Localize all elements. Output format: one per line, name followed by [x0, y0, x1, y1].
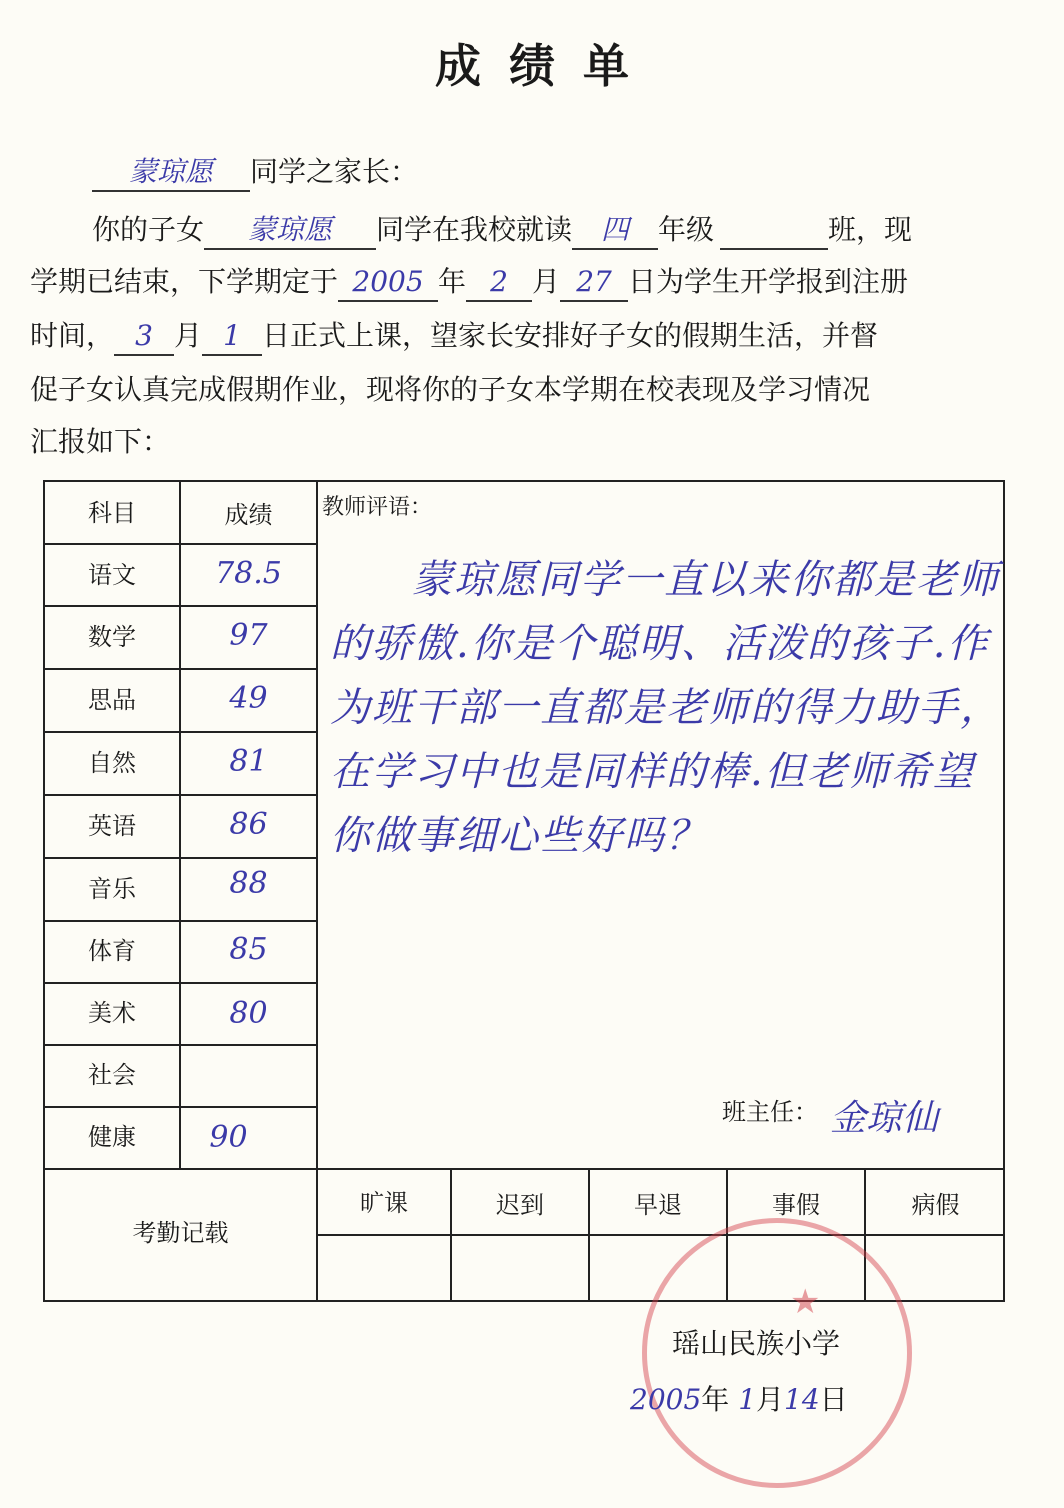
body-line-4: 促子女认真完成假期作业，现将你的子女本学期在校表现及学习情况: [30, 373, 871, 406]
table-row-line: [43, 605, 316, 607]
body-text: 班，现: [828, 213, 913, 246]
attendance-col-late: 迟到: [496, 1191, 544, 1219]
subject-label: 美术: [88, 999, 136, 1027]
class-number-blank: [720, 248, 828, 250]
school-name: 瑶山民族小学: [672, 1327, 841, 1360]
attendance-col-absent: 旷课: [360, 1189, 408, 1217]
score-value: 49: [229, 681, 268, 716]
body-text: 同学在我校就读: [376, 213, 573, 246]
attendance-col-early-leave: 早退: [634, 1191, 682, 1219]
attendance-col-personal-leave: 事假: [772, 1191, 820, 1219]
score-value: 80: [229, 996, 268, 1031]
body-line-2: [30, 262, 1040, 302]
subject-label: 英语: [88, 812, 136, 840]
subject-header: 科目: [88, 499, 136, 527]
subject-label: 音乐: [88, 875, 136, 903]
table-row-line: [43, 668, 316, 670]
score-value: 88: [229, 866, 268, 901]
subject-label: 社会: [88, 1061, 136, 1089]
body-line-1: [92, 210, 1032, 250]
register-day: 27: [560, 264, 628, 302]
table-row-line: [43, 1168, 1005, 1170]
table-row-line: [43, 731, 316, 733]
teacher-comment-handwritten: 蒙琼愿同学一直以来你都是老师的骄傲.你是个聪明、活泼的孩子.作为班干部一直都是老师的得力助手，在学习中也是同样的棒.但老师希望你做事细心些好吗？: [330, 557, 1002, 859]
body-text: 年级: [658, 213, 715, 246]
issue-day: 14: [784, 1383, 820, 1416]
body-line-5: 汇报如下：: [30, 425, 171, 458]
table-row-line: [43, 920, 316, 922]
student-name-handwritten: 蒙琼愿: [92, 154, 250, 192]
body-text: 日正式上课，望家长安排好子女的假期生活，并督: [262, 319, 879, 352]
student-name-inline: 蒙琼愿: [204, 212, 376, 250]
table-row-line: [43, 543, 316, 545]
register-year: 2005: [338, 264, 438, 302]
attendance-label: 考勤记载: [132, 1219, 229, 1247]
seal-star-icon: ★: [790, 1282, 821, 1322]
homeroom-teacher-label: 班主任：: [722, 1098, 818, 1126]
score-value: 85: [229, 932, 268, 967]
body-text: 你的子女: [92, 213, 205, 246]
body-line-3: [30, 316, 1040, 356]
issue-year: 2005: [630, 1383, 702, 1416]
issue-month-suffix: 月: [756, 1383, 785, 1416]
body-text: 时间，: [30, 319, 115, 352]
grade-value: 四: [572, 212, 658, 250]
score-value: 78.5: [215, 556, 282, 591]
class-start-month: 3: [114, 318, 174, 356]
issue-month: 1: [738, 1383, 757, 1416]
class-start-day: 1: [202, 318, 262, 356]
body-text: 月: [174, 319, 203, 352]
table-row-line: [43, 1044, 316, 1046]
table-divider: [316, 480, 318, 1302]
subject-label: 语文: [88, 561, 136, 589]
homeroom-teacher-signature: 金琼仙: [830, 1098, 939, 1139]
score-value: 81: [229, 744, 268, 779]
issue-date: [630, 1378, 848, 1418]
table-row-line: [43, 982, 316, 984]
parent-greeting-suffix: 同学之家长：: [250, 155, 419, 188]
subject-label: 思品: [88, 686, 136, 714]
register-month: 2: [466, 264, 532, 302]
table-row-line: [43, 1106, 316, 1108]
page-title: 成绩单: [435, 39, 657, 93]
subject-label: 体育: [88, 937, 136, 965]
parent-greeting-line: [92, 152, 1064, 192]
body-text: 年: [438, 265, 467, 298]
table-row-line: [316, 1234, 1005, 1236]
teacher-comment-label: 教师评语：: [322, 495, 433, 520]
subject-label: 健康: [88, 1123, 136, 1151]
issue-day-suffix: 日: [819, 1383, 848, 1416]
body-text: 日为学生开学报到注册: [628, 265, 909, 298]
subject-label: 自然: [88, 749, 136, 777]
body-text: 月: [532, 265, 561, 298]
score-value: 97: [229, 618, 268, 653]
table-row-line: [43, 794, 316, 796]
body-text: 学期已结束，下学期定于: [30, 265, 339, 298]
issue-year-suffix: 年: [701, 1383, 730, 1416]
attendance-col-sick-leave: 病假: [911, 1191, 960, 1219]
subject-label: 数学: [88, 623, 136, 651]
score-value: 86: [229, 807, 268, 842]
table-row-line: [43, 857, 316, 859]
score-value: 90: [209, 1120, 248, 1155]
score-header: 成绩: [224, 501, 273, 529]
